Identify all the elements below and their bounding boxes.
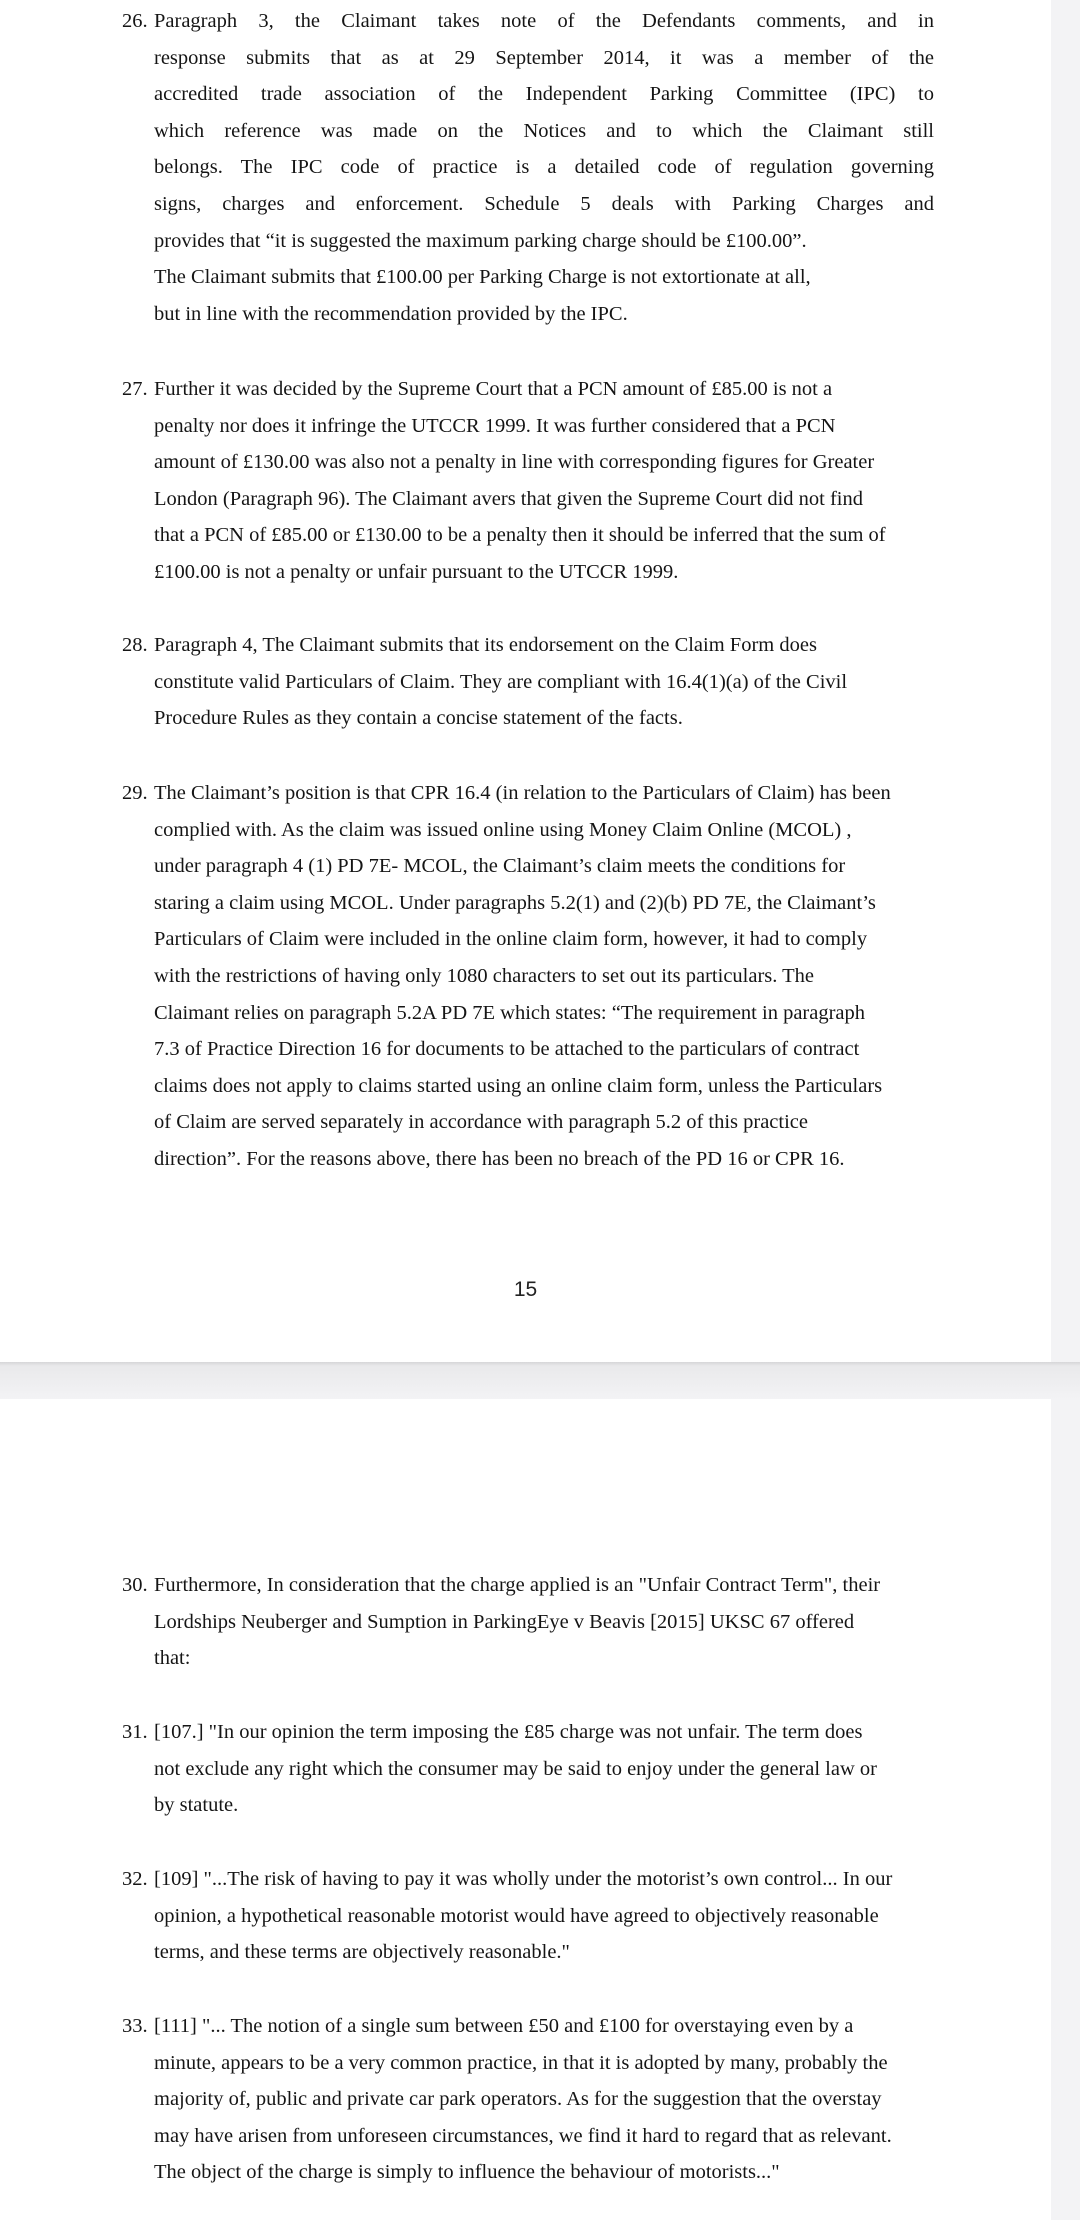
text-line: accredited trade association of the Independent Parking Committee (IPC) to <box>154 83 934 106</box>
paragraph-28 <box>122 627 934 737</box>
text-line: [109] "...The risk of having to pay it was wholly under the motorist’s own control... In our <box>154 1868 893 1890</box>
text-line: staring a claim using MCOL. Under paragraphs 5.2(1) and (2)(b) PD 7E, the Claimant’s <box>154 891 876 914</box>
text-line: majority of, public and private car park operators. As for the suggestion that the overstay <box>154 2088 882 2111</box>
text-line: with the restrictions of having only 1080 characters to set out its particulars. The <box>154 964 815 987</box>
text-line: 7.3 of Practice Direction 16 for documents to be attached to the particulars of contract <box>154 1038 860 1061</box>
text-line: Lordships Neuberger and Sumption in ParkingEye v Beavis [2015] UKSC 67 offered <box>154 1610 855 1633</box>
paragraph-27 <box>122 371 934 591</box>
text-line: opinion, a hypothetical reasonable motorist would have agreed to objectively reasonable <box>154 1904 879 1927</box>
text-line: may have arisen from unforeseen circumstances, we find it hard to regard that as relevant. <box>154 2124 892 2147</box>
text-line: Claimant relies on paragraph 5.2A PD 7E which states: “The requirement in paragraph <box>154 1001 866 1024</box>
paragraph-29 <box>122 775 934 1178</box>
text-line: Paragraph 4, The Claimant submits that its endorsement on the Claim Form does <box>154 634 817 656</box>
text-line: that a PCN of £85.00 or £130.00 to be a penalty then it should be inferred that the sum of <box>154 524 886 547</box>
text-line: penalty nor does it infringe the UTCCR 1999. It was further considered that a PCN <box>154 414 836 437</box>
page-separator <box>0 1362 1080 1399</box>
text-line: Furthermore, In consideration that the charge applied is an "Unfair Contract Term", their <box>154 1574 881 1596</box>
paragraph-number: 28. <box>122 634 148 656</box>
text-line: which reference was made on the Notices and to which the Claimant still <box>154 119 934 142</box>
text-line: under paragraph 4 (1) PD 7E- MCOL, the Claimant’s claim meets the conditions for <box>154 855 846 878</box>
text-line: that: <box>154 1647 191 1670</box>
text-line: Particulars of Claim were included in the online claim form, however, it had to comply <box>154 928 868 951</box>
text-line: The Claimant submits that £100.00 per Parking Charge is not extortionate at all, <box>154 266 811 289</box>
text-line: but in line with the recommendation provided by the IPC. <box>154 302 628 325</box>
text-line: provides that “it is suggested the maximum parking charge should be £100.00”. <box>154 229 807 252</box>
paragraph-number: 31. <box>122 1721 148 1743</box>
text-line: complied with. As the claim was issued online using Money Claim Online (MCOL) , <box>154 818 852 841</box>
paragraph-31 <box>122 1714 934 1824</box>
text-line: [107.] "In our opinion the term imposing the £85 charge was not unfair. The term does <box>154 1721 863 1743</box>
text-line: claims does not apply to claims started using an online claim form, unless the Particulars <box>154 1074 883 1097</box>
text-line: terms, and these terms are objectively reasonable." <box>154 1941 570 1964</box>
text-line: of Claim are served separately in accordance with paragraph 5.2 of this practice <box>154 1111 808 1134</box>
paragraph-number: 32. <box>122 1868 148 1890</box>
viewer-gutter <box>1051 0 1080 2220</box>
text-line: Further it was decided by the Supreme Court that a PCN amount of £85.00 is not a <box>154 378 833 400</box>
text-line: not exclude any right which the consumer may be said to enjoy under the general law or <box>154 1757 877 1780</box>
text-line: The Claimant’s position is that CPR 16.4 (in relation to the Particulars of Claim) has been <box>154 782 891 804</box>
paragraph-number: 26. <box>122 10 148 32</box>
text-line: Paragraph 3, the Claimant takes note of the Defendants comments, and in <box>154 10 934 32</box>
text-line: direction”. For the reasons above, there has been no breach of the PD 16 or CPR 16. <box>154 1147 845 1170</box>
paragraph-30 <box>122 1567 934 1677</box>
document-page <box>0 1399 1051 2220</box>
text-line: [111] "... The notion of a single sum between £50 and £100 for overstaying even by a <box>154 2015 854 2037</box>
paragraph-number: 27. <box>122 378 148 400</box>
paragraph-number: 30. <box>122 1574 148 1596</box>
paragraph-33 <box>122 2008 934 2191</box>
paragraph-26 <box>122 3 934 332</box>
text-line: belongs. The IPC code of practice is a detailed code of regulation governing <box>154 156 934 179</box>
text-line: minute, appears to be a very common practice, in that it is adopted by many, probably the <box>154 2051 888 2074</box>
text-line: by statute. <box>154 1794 239 1817</box>
paragraph-number: 33. <box>122 2015 148 2037</box>
text-line: signs, charges and enforcement. Schedule 5 deals with Parking Charges and <box>154 192 934 215</box>
page-number: 15 <box>513 1278 538 1301</box>
text-line: £100.00 is not a penalty or unfair pursuant to the UTCCR 1999. <box>154 560 679 583</box>
text-line: response submits that as at 29 September 2014, it was a member of the <box>154 46 934 69</box>
paragraph-32 <box>122 1861 934 1971</box>
text-line: London (Paragraph 96). The Claimant avers that given the Supreme Court did not find <box>154 487 863 510</box>
text-line: constitute valid Particulars of Claim. They are compliant with 16.4(1)(a) of the Civil <box>154 670 848 693</box>
text-line: The object of the charge is simply to influence the behaviour of motorists..." <box>154 2161 780 2184</box>
text-line: amount of £130.00 was also not a penalty in line with corresponding figures for Greater <box>154 451 875 474</box>
text-line: Procedure Rules as they contain a concise statement of the facts. <box>154 707 683 730</box>
paragraph-number: 29. <box>122 782 148 804</box>
